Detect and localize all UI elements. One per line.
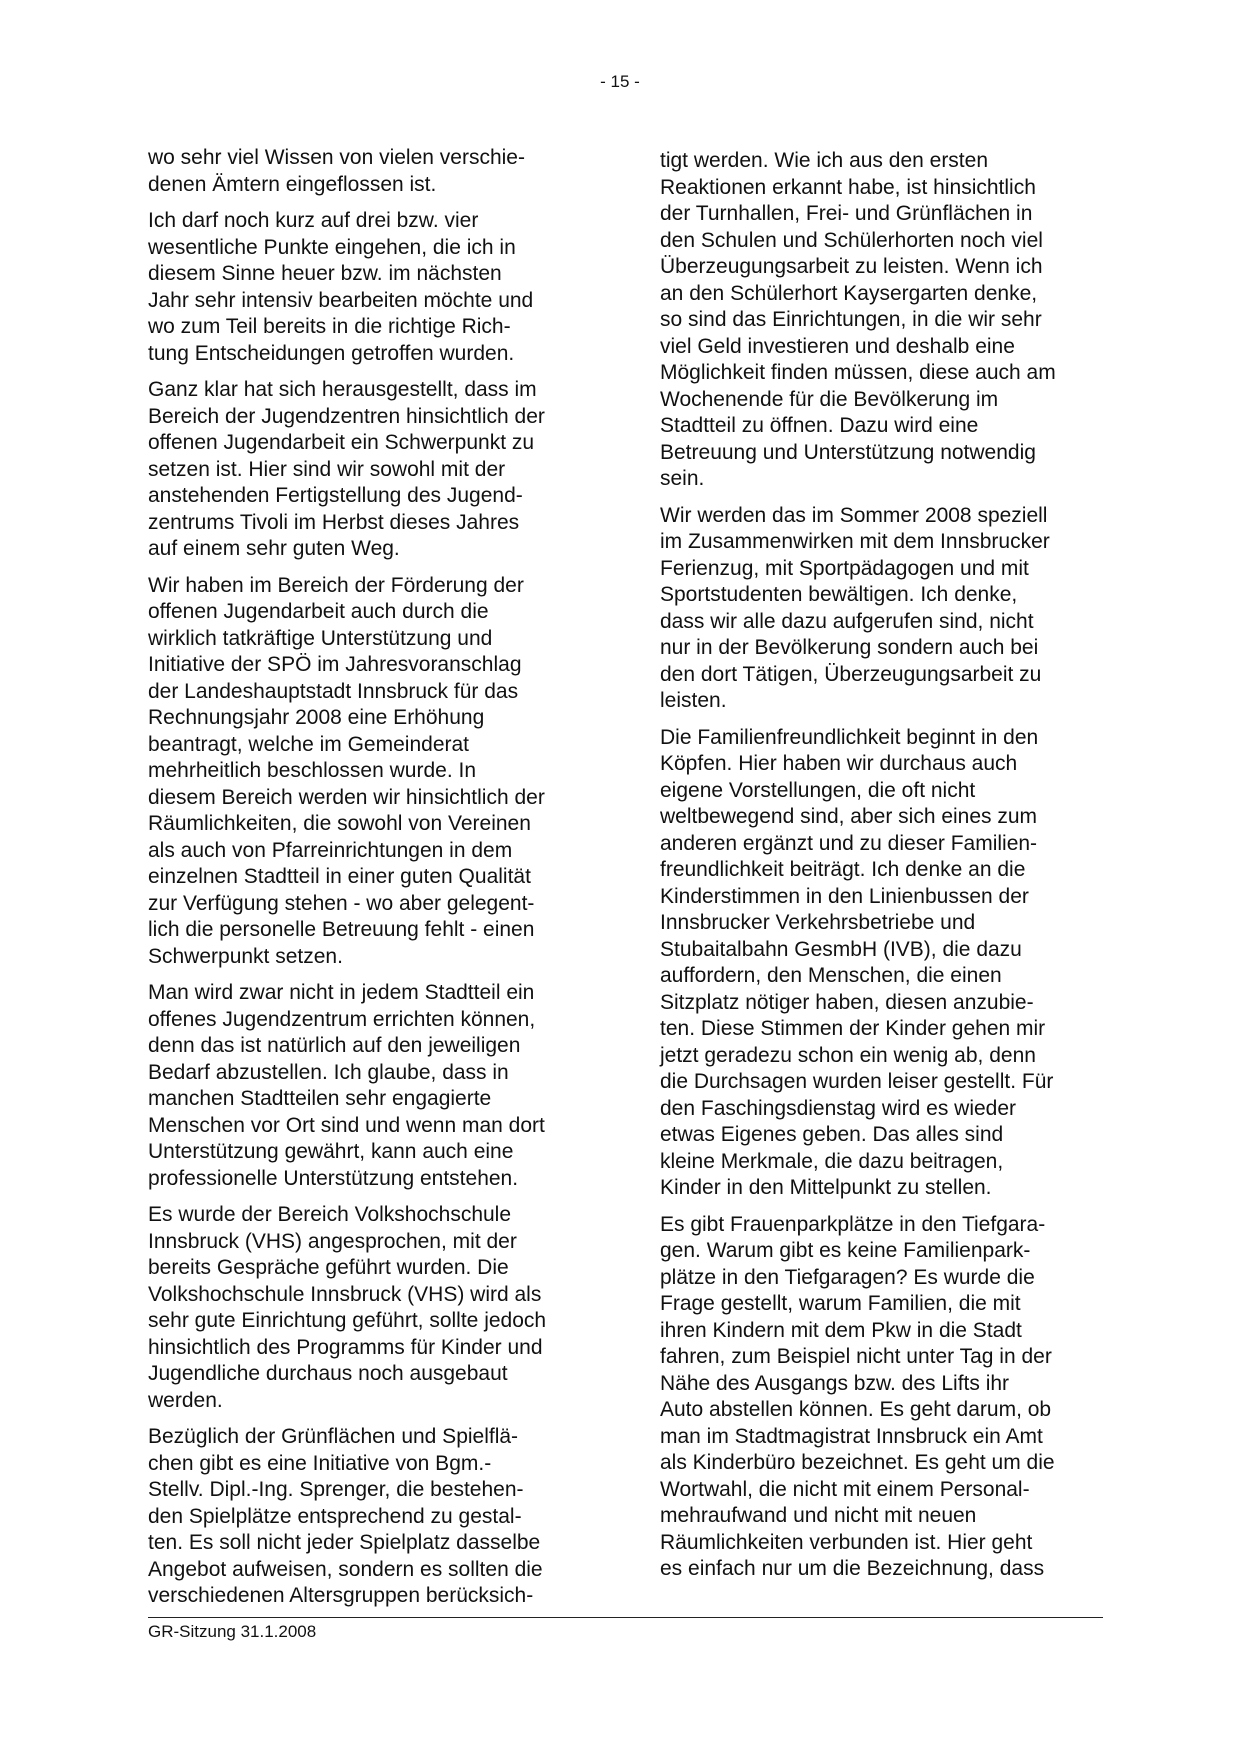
paragraph: Man wird zwar nicht in jedem Stadtteil ein offenes Jugendzentrum errichten können, denn das ist natürlich auf den jeweiligen Bedarf abzustellen. Ich glaube, dass in manchen Stadtteilen sehr engagierte Menschen vor Ort sind und wenn man dort Unterstützung gewährt, kann auch eine professionelle Unterstützung entstehen. (148, 981, 545, 1190)
paragraph: Wir werden das im Sommer 2008 speziell im Zusammenwirken mit dem Innsbrucker Ferienzug, mit Sportpädagogen und mit Sportstudenten bewältigen. Ich denke, dass wir alle dazu aufgerufen sind, nicht nur in der Bevölkerung sondern auch bei den dort Tätigen, Überzeugungsarbeit zu leisten. (660, 503, 1050, 712)
left-column (148, 145, 598, 1620)
paragraph: Es gibt Frauenparkplätze in den Tiefgara- gen. Warum gibt es keine Familienpark- plätze in den Tiefgaragen? Es wurde die Frage gestellt, warum Familien, die mit ihren Kindern mit dem Pkw in die Stadt fahren, zum Beispiel nicht unter Tag in der Nähe des Ausgangs bzw. des Lifts ihr Auto abstellen können. Es geht darum, ob man im Stadtmagistrat Innsbruck ein Amt als Kinderbüro bezeichnet. Es geht um die Wortwahl, die nicht mit einem Personal- mehraufwand und nicht mit neuen Räumlichkeiten verbunden ist. Hier geht es einfach nur um die Bezeichnung, dass (660, 1212, 1055, 1580)
paragraph: Die Familienfreundlichkeit beginnt in den Köpfen. Hier haben wir durchaus auch eigene Vorstellungen, die oft nicht weltbewegend sind, aber sich eines zum anderen ergänzt und zu dieser Familien- freundlichkeit beiträgt. Ich denke an die Kinderstimmen in den Linienbussen der Innsbrucker Verkehrsbetriebe und Stubaitalbahn GesmbH (IVB), die dazu auffordern, den Menschen, die einen Sitzplatz nötiger haben, diesen anzubie- ten. Diese Stimmen der Kinder gehen mir jetzt geradezu schon ein wenig ab, denn die Durchsagen wurden leiser gestellt. Für den Faschingsdienstag wird es wieder etwas Eigenes geben. Das alles sind kleine Merkmale, die dazu beitragen, Kinder in den Mittelpunkt zu stellen. (660, 725, 1054, 1199)
paragraph: Wir haben im Bereich der Förderung der offenen Jugendarbeit auch durch die wirklich tatkräftige Unterstützung und Initiative der SPÖ im Jahresvoranschlag der Landeshauptstadt Innsbruck für das Rechnungsjahr 2008 eine Erhöhung beantragt, welche im Gemeinderat mehrheitlich beschlossen wurde. In diesem Bereich werden wir hinsichtlich der Räumlichkeiten, die sowohl von Vereinen als auch von Pfarreinrichtungen in dem einzelnen Stadtteil in einer guten Qualität zur Verfügung stehen - wo aber gelegent- lich die personelle Betreuung fehlt - einen Schwerpunkt setzen. (148, 573, 545, 968)
paragraph: Es wurde der Bereich Volkshochschule Innsbruck (VHS) angesprochen, mit der bereits Gespräche geführt wurden. Die Volkshochschule Innsbruck (VHS) wird als sehr gute Einrichtung geführt, sollte jedoch hinsichtlich des Programms für Kinder und Jugendliche durchaus noch ausgebaut werden. (148, 1203, 547, 1412)
footer-text: GR-Sitzung 31.1.2008 (148, 1622, 317, 1641)
footer-divider (148, 1617, 1103, 1618)
right-column (660, 148, 1110, 1593)
paragraph: Ganz klar hat sich herausgestellt, dass im Bereich der Jugendzentren hinsichtlich der offenen Jugendarbeit ein Schwerpunkt zu setzen ist. Hier sind wir sowohl mit der anstehenden Fertigstellung des Jugend- zentrums Tivoli im Herbst dieses Jahres auf einem sehr guten Weg. (148, 378, 545, 560)
paragraph: wo sehr viel Wissen von vielen verschie- denen Ämtern eingeflossen ist. (148, 146, 525, 196)
page-number: - 15 - (600, 72, 640, 91)
paragraph: tigt werden. Wie ich aus den ersten Reaktionen erkannt habe, ist hinsichtlich der Turnhallen, Frei- und Grünflächen in den Schulen und Schülerhorten noch viel Überzeugungsarbeit zu leisten. Wenn ich an den Schülerhort Kaysergarten denke, so sind das Einrichtungen, in die wir sehr viel Geld investieren und deshalb eine Möglichkeit finden müssen, diese auch am Wochenende für die Bevölkerung im Stadtteil zu öffnen. Dazu wird eine Betreuung und Unterstützung notwendig sein. (660, 149, 1056, 490)
paragraph: Bezüglich der Grünflächen und Spielflä- chen gibt es eine Initiative von Bgm.- Stellv. Dipl.-Ing. Sprenger, die bestehen- den Spielplätze entsprechend zu gestal- ten. Es soll nicht jeder Spielplatz dasselbe Angebot aufweisen, sondern es sollten die verschiedenen Altersgruppen berücksich- (148, 1425, 543, 1607)
paragraph: Ich darf noch kurz auf drei bzw. vier wesentliche Punkte eingehen, die ich in diesem Sinne heuer bzw. im nächsten Jahr sehr intensiv bearbeiten möchte und wo zum Teil bereits in die richtige Rich- tung Entscheidungen getroffen wurden. (148, 209, 534, 365)
